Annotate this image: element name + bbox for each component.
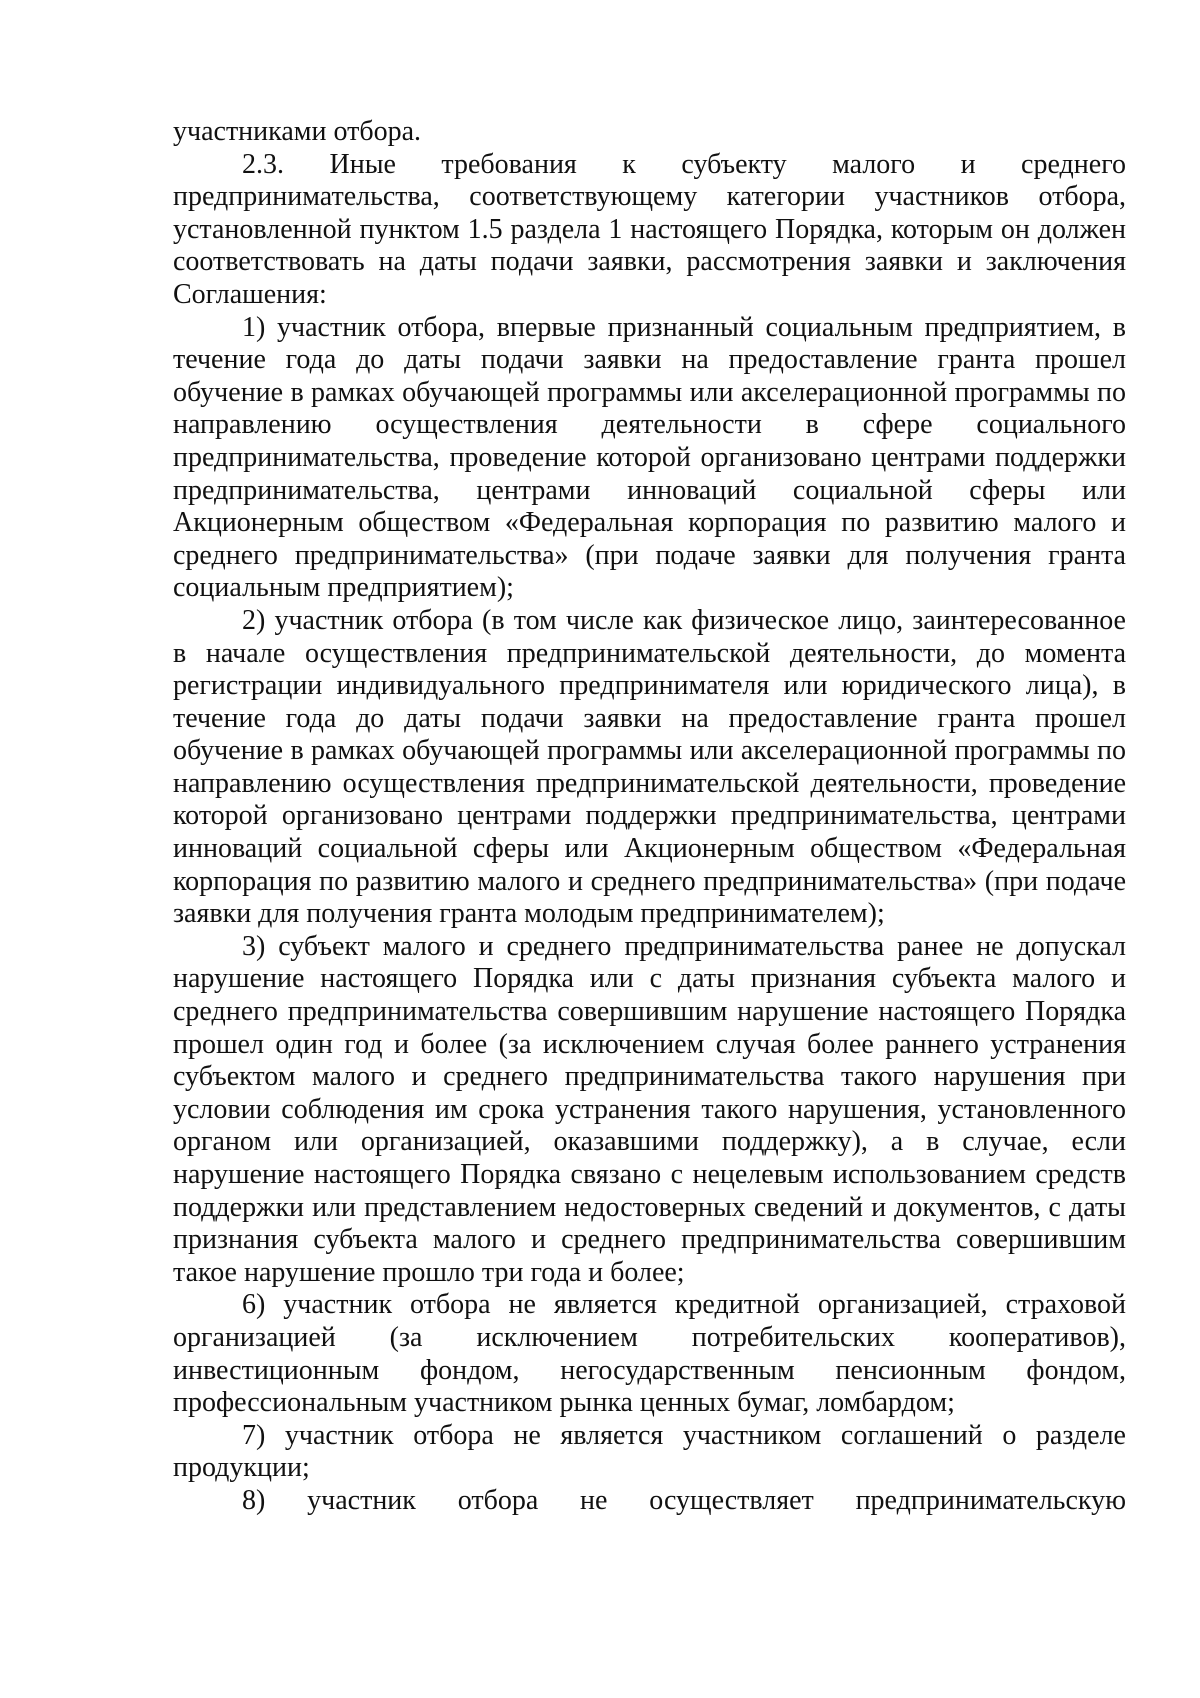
paragraph-item-3: 3) субъект малого и среднего предпринимательства ранее не допускал нарушение настоящего Порядка или с даты признания субъекта малого и среднего предпринимательства совершившим нарушение настоящего Порядка прошел один год и более (за исключением случая более раннего устранения субъектом малого и среднего предпринимательства такого нарушения при условии соблюдения им срока устранения такого нарушения, установленного органом или организацией, оказавшими поддержку), а в случае, если нарушение настоящего Порядка связано с нецелевым использованием средств поддержки или представлением недостоверных сведений и документов, с даты признания субъекта малого и среднего предпринимательства совершившим такое нарушение прошло три года и более; [173, 930, 1126, 1288]
paragraph-item-2: 2) участник отбора (в том числе как физическое лицо, заинтересованное в начале осуществления предпринимательской деятельности, до момента регистрации индивидуального предпринимателя или юридического лица), в течение года до даты подачи заявки на предоставление гранта прошел обучение в рамках обучающей программы или акселерационной программы по направлению осуществления предпринимательской деятельности, проведение которой организовано центрами поддержки предпринимательства, центрами инноваций социальной сферы или Акционерным обществом «Федеральная корпорация по развитию малого и среднего предпринимательства» (при подаче заявки для получения гранта молодым предпринимателем); [173, 604, 1126, 930]
paragraph-item-7: 7) участник отбора не является участником соглашений о разделе продукции; [173, 1419, 1126, 1484]
paragraph-continuation: участниками отбора. [173, 116, 421, 147]
paragraph-item-8: 8) участник отбора не осуществляет предпринимательскую [242, 1484, 1126, 1516]
document-body [173, 116, 1126, 1518]
paragraph-2-3: 2.3. Иные требования к субъекту малого и среднего предпринимательства, соответствующему категории участников отбора, установленной пунктом 1.5 раздела 1 настоящего Порядка, которым он должен соответствовать на даты подачи заявки, рассмотрения заявки и заключения Соглашения: [173, 148, 1126, 310]
paragraph-item-1: 1) участник отбора, впервые признанный социальным предприятием, в течение года до даты подачи заявки на предоставление гранта прошел обучение в рамках обучающей программы или акселерационной программы по направлению осуществления деятельности в сфере социального предпринимательства, проведение которой организовано центрами поддержки предпринимательства, центрами инноваций социальной сферы или Акционерным обществом «Федеральная корпорация по развитию малого и среднего предпринимательства» (при подаче заявки для получения гранта социальным предприятием); [173, 311, 1126, 604]
paragraph-item-6: 6) участник отбора не является кредитной организацией, страховой организацией (за исключением потребительских кооперативов), инвестиционным фондом, негосударственным пенсионным фондом, профессиональным участником рынка ценных бумаг, ломбардом; [173, 1289, 1126, 1419]
